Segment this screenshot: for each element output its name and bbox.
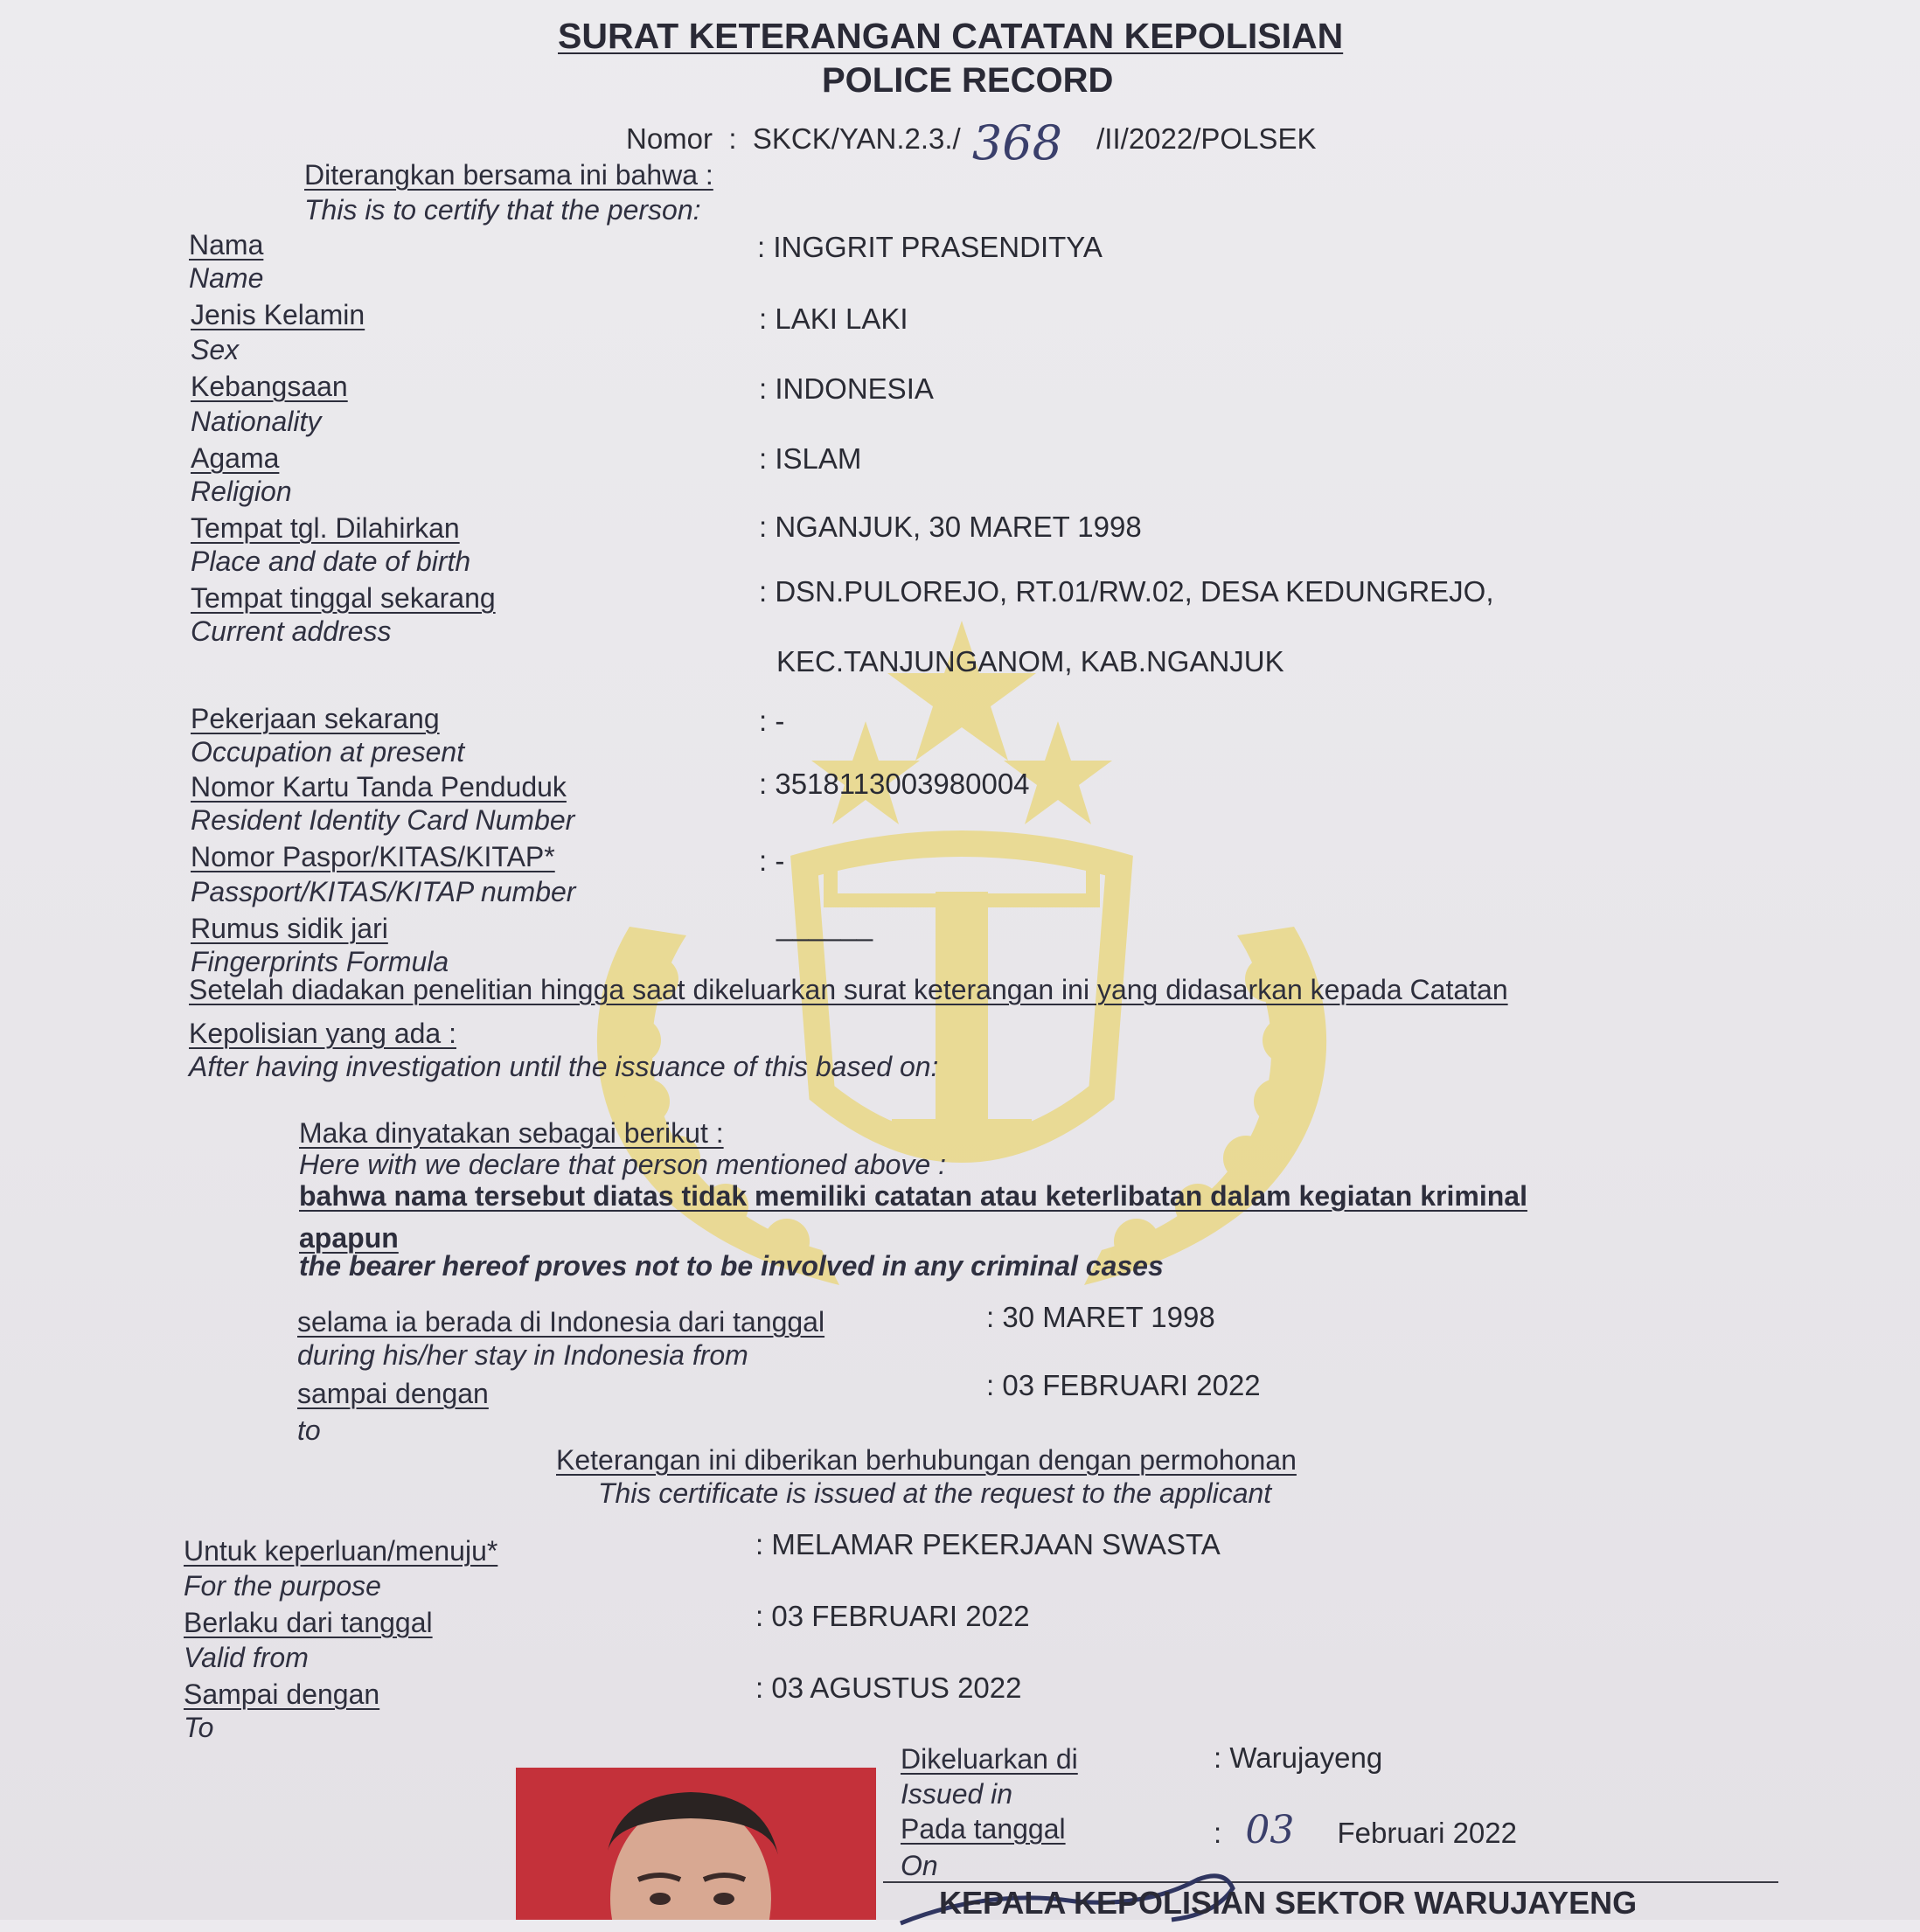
- field-label-nationality-en: Nationality: [191, 406, 322, 437]
- number-label: Nomor: [626, 122, 713, 155]
- issued-on-day-handwritten: 03: [1245, 1808, 1295, 1852]
- valid-from-label: Berlaku dari tanggal: [184, 1607, 433, 1638]
- field-label-fingerprint: Rumus sidik jari: [191, 913, 388, 944]
- stay-to-value: : 03 FEBRUARI 2022: [986, 1369, 1261, 1401]
- field-value-nationality: : INDONESIA: [759, 372, 934, 405]
- investigation-line-1: Setelah diadakan penelitian hingga saat dikeluarkan surat keterangan ini yang didasarkan kepada Catatan: [189, 974, 1508, 1005]
- field-label-passport: Nomor Paspor/KITAS/KITAP*: [191, 841, 555, 872]
- investigation-en: After having investigation until the issuance of this based on:: [189, 1051, 939, 1082]
- field-label-nationality: Kebangsaan: [191, 371, 348, 402]
- field-label-fingerprint-en: Fingerprints Formula: [191, 946, 449, 977]
- field-label-id-card-en: Resident Identity Card Number: [191, 804, 575, 836]
- purpose-label: Untuk keperluan/menuju*: [184, 1535, 498, 1567]
- purpose-value: : MELAMAR PEKERJAAN SWASTA: [755, 1528, 1221, 1560]
- field-label-address: Tempat tinggal sekarang: [191, 582, 496, 614]
- field-value-sex: : LAKI LAKI: [759, 302, 908, 335]
- field-label-birth: Tempat tgl. Dilahirkan: [191, 512, 460, 544]
- field-value-fingerprint: ______: [776, 909, 873, 942]
- field-label-sex-en: Sex: [191, 334, 240, 365]
- field-label-religion: Agama: [191, 442, 280, 474]
- issued-on-label-en: On: [901, 1850, 938, 1881]
- issued-on-value: [1214, 1808, 1517, 1852]
- valid-from-value: : 03 FEBRUARI 2022: [755, 1600, 1030, 1632]
- number-handwritten: 368: [971, 115, 1062, 170]
- field-value-passport: : -: [759, 844, 785, 877]
- issued-on-colon: :: [1214, 1817, 1222, 1849]
- document-number: Nomor : SKCK/YAN.2.3./ 368 /II/2022/POLSEK: [626, 115, 1317, 170]
- purpose-label-en: For the purpose: [184, 1570, 381, 1602]
- issued-in-label-en: Issued in: [901, 1778, 1013, 1810]
- police-emblem-watermark-icon: [525, 603, 1399, 1320]
- issued-in-label: Dikeluarkan di: [901, 1743, 1078, 1775]
- declaration-id: Maka dinyatakan sebagai berikut :: [299, 1117, 724, 1149]
- field-value-birth: : NGANJUK, 30 MARET 1998: [759, 511, 1142, 543]
- document-subtitle: POLICE RECORD: [822, 61, 1114, 100]
- request-en: This certificate is issued at the request to the applicant: [598, 1477, 1272, 1509]
- field-label-occupation: Pekerjaan sekarang: [191, 703, 440, 734]
- number-prefix: SKCK/YAN.2.3./: [752, 122, 961, 155]
- valid-to-label: Sampai dengan: [184, 1678, 380, 1710]
- field-value-address: : DSN.PULOREJO, RT.01/RW.02, DESA KEDUNGREJO,: [759, 575, 1494, 608]
- field-value-name: : INGGRIT PRASENDITYA: [757, 231, 1103, 263]
- intro-id: Diterangkan bersama ini bahwa :: [304, 159, 713, 191]
- field-value-address-line2: KEC.TANJUNGANOM, KAB.NGANJUK: [776, 645, 1284, 678]
- document-title: SURAT KETERANGAN CATATAN KEPOLISIAN: [558, 16, 1344, 56]
- request-id: Keterangan ini diberikan berhubungan dengan permohonan: [556, 1444, 1297, 1476]
- declaration-statement-cont: apapun: [299, 1222, 399, 1254]
- issued-on-month-year: Februari 2022: [1337, 1817, 1517, 1849]
- field-label-passport-en: Passport/KITAS/KITAP number: [191, 876, 576, 907]
- stay-from-label-en: during his/her stay in Indonesia from: [297, 1339, 748, 1371]
- declaration-statement: bahwa nama tersebut diatas tidak memiliki catatan atau keterlibatan dalam kegiatan kriminal: [299, 1180, 1527, 1212]
- valid-from-label-en: Valid from: [184, 1642, 309, 1673]
- stay-from-label: selama ia berada di Indonesia dari tanggal: [297, 1306, 825, 1338]
- person-photo-icon: [516, 1768, 876, 1920]
- stay-to-label-en: to: [297, 1414, 321, 1446]
- issued-on-label: Pada tanggal: [901, 1813, 1066, 1845]
- intro-en: This is to certify that the person:: [304, 194, 701, 226]
- field-label-id-card: Nomor Kartu Tanda Penduduk: [191, 771, 567, 803]
- field-label-name-en: Name: [189, 262, 264, 294]
- investigation-line-2: Kepolisian yang ada :: [189, 1018, 456, 1049]
- field-label-religion-en: Religion: [191, 476, 292, 507]
- declaration-en: Here with we declare that person mentioned above :: [299, 1149, 946, 1180]
- stay-to-label: sampai dengan: [297, 1378, 489, 1409]
- field-label-birth-en: Place and date of birth: [191, 546, 471, 577]
- stay-from-value: : 30 MARET 1998: [986, 1301, 1215, 1333]
- field-value-religion: : ISLAM: [759, 442, 862, 475]
- field-label-sex: Jenis Kelamin: [191, 299, 365, 330]
- field-label-occupation-en: Occupation at present: [191, 736, 465, 768]
- issued-in-value: : Warujayeng: [1214, 1741, 1383, 1774]
- valid-to-label-en: To: [184, 1712, 214, 1743]
- field-label-name: Nama: [189, 229, 264, 261]
- applicant-photo: [516, 1768, 876, 1920]
- field-label-address-en: Current address: [191, 615, 392, 647]
- field-value-occupation: : -: [759, 705, 785, 737]
- declaration-statement-en: the bearer hereof proves not to be involved in any criminal cases: [299, 1250, 1164, 1282]
- field-value-id-card: : 3518113003980004: [759, 768, 1030, 800]
- official-title: KEPALA KEPOLISIAN SEKTOR WARUJAYENG: [939, 1885, 1638, 1921]
- valid-to-value: : 03 AGUSTUS 2022: [755, 1671, 1022, 1704]
- number-suffix: /II/2022/POLSEK: [1096, 122, 1317, 155]
